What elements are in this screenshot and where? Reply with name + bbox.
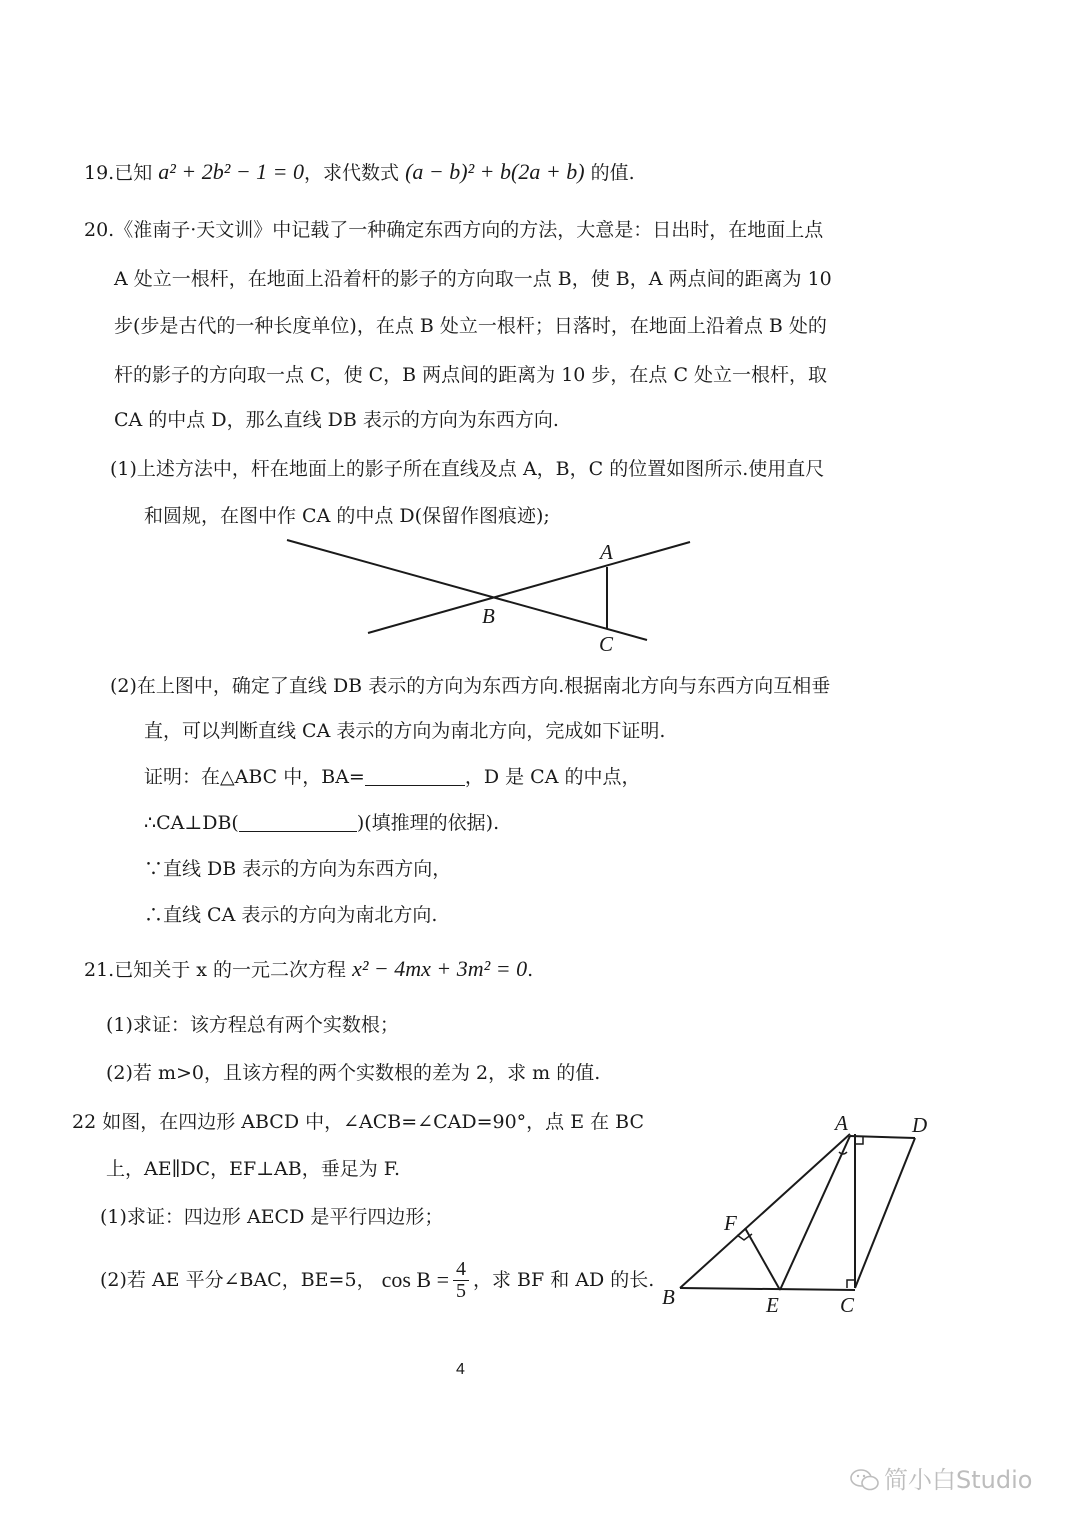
q20-line-3: 步(步是古代的一种长度单位)，在点 B 处立一根杆；日落时，在地面上沿着点 B 处的 [114,315,827,337]
q21-intro: 21.已知关于 x 的一元二次方程 [84,959,347,981]
q20-proof-2 [144,812,499,835]
proof-1-end: ，D 是 CA 的中点， [464,766,641,788]
q19-line [84,159,635,185]
fig-label-e: E [766,1293,779,1317]
q21-line [84,956,533,982]
segment-ad [850,1136,915,1138]
q20-proof-3: ∵直线 DB 表示的方向为东西方向， [144,858,452,880]
q22-part2-start: (2)若 AE 平分∠BAC，BE=5， [100,1268,376,1291]
q22-cos: cos B = [381,1266,449,1292]
q20-part2-line-1: (2)在上图中，确定了直线 DB 表示的方向为东西方向.根据南北方向与东西方向互相垂 [110,675,831,697]
q20-figure [0,530,1080,660]
q19-known: 已知 [114,162,153,184]
fig-label-d: D [912,1113,928,1137]
segment-bc [680,1288,855,1290]
q20-proof-4: ∴直线 CA 表示的方向为南北方向. [144,904,438,926]
answer-blank-ba[interactable] [365,767,465,786]
label-c: C [599,632,614,656]
q22-part2 [100,1250,654,1310]
shadow-line-1 [287,540,647,640]
segment-ef [745,1228,780,1290]
q19-expression: (a − b)² + b(2a + b) [405,159,585,184]
right-angle-mark-c [847,1280,855,1288]
q20-line-1: 20.《淮南子·天文训》中记载了一种确定东西方向的方法，大意是：日出时，在地面上点 [84,219,824,241]
q22-line-2: 上，AE∥DC，EF⊥AB，垂足为 F. [106,1158,401,1180]
q20-part1-line-2: 和圆规，在图中作 CA 的中点 D(保留作图痕迹); [144,505,550,527]
shadow-line-2 [368,542,690,633]
q21-part1: (1)求证：该方程总有两个实数根； [106,1014,399,1036]
fig-label-a: A [835,1111,848,1135]
q19-equation: a² + 2b² − 1 = 0 [158,159,305,184]
q21-part2: (2)若 m>0，且该方程的两个实数根的差为 2，求 m 的值. [106,1062,601,1084]
q21-end: . [527,959,534,981]
label-a: A [600,540,613,564]
segment-ae [780,1136,850,1290]
q22-fraction [453,1259,469,1302]
q19-tail: 的值. [590,162,635,184]
watermark [850,1460,1032,1495]
q20-line-5: CA 的中点 D，那么直线 DB 表示的方向为东西方向. [114,409,559,431]
q19-mid: ，求代数式 [304,162,400,184]
q20-line-4: 杆的影子的方向取一点 C，使 C，B 两点间的距离为 10 步，在点 C 处立一根杆，取 [114,364,828,386]
fraction-numerator: 4 [453,1259,469,1281]
q20-part2-line-2: 直，可以判断直线 CA 表示的方向为南北方向，完成如下证明. [144,720,666,742]
proof-1-start: 证明：在△ABC 中，BA= [144,766,365,788]
q19-number: 19. [84,162,115,184]
label-b: B [482,604,495,628]
q22-figure [650,1100,950,1320]
q22-line-1: 22 如图，在四边形 ABCD 中，∠ACB=∠CAD=90°，点 E 在 BC [72,1111,645,1133]
fig-label-c: C [840,1293,855,1317]
q20-line-2: A 处立一根杆，在地面上沿着杆的影子的方向取一点 B，使 B，A 两点间的距离为 10 [114,268,832,290]
q20-proof-1 [144,766,640,789]
page-number: 4 [456,1361,465,1378]
q20-part1-line-1: (1)上述方法中，杆在地面上的影子所在直线及点 A，B，C 的位置如图所示.使用直尺 [110,458,825,480]
watermark-text: 简小白Studio [884,1466,1033,1494]
q22-part2-end: ，求 BF 和 AD 的长. [473,1268,655,1291]
q21-equation: x² − 4mx + 3m² = 0 [352,956,528,981]
wechat-icon [850,1468,880,1492]
fig-label-b: B [662,1285,675,1309]
segment-dc [855,1138,915,1288]
q22-part1: (1)求证：四边形 AECD 是平行四边形； [100,1206,444,1228]
proof-2-end: )(填推理的依据). [356,812,500,834]
fraction-denominator: 5 [456,1279,466,1302]
proof-2-start: ∴CA⊥DB( [144,812,239,834]
fig-label-f: F [724,1211,737,1235]
answer-blank-reason[interactable] [239,813,357,832]
